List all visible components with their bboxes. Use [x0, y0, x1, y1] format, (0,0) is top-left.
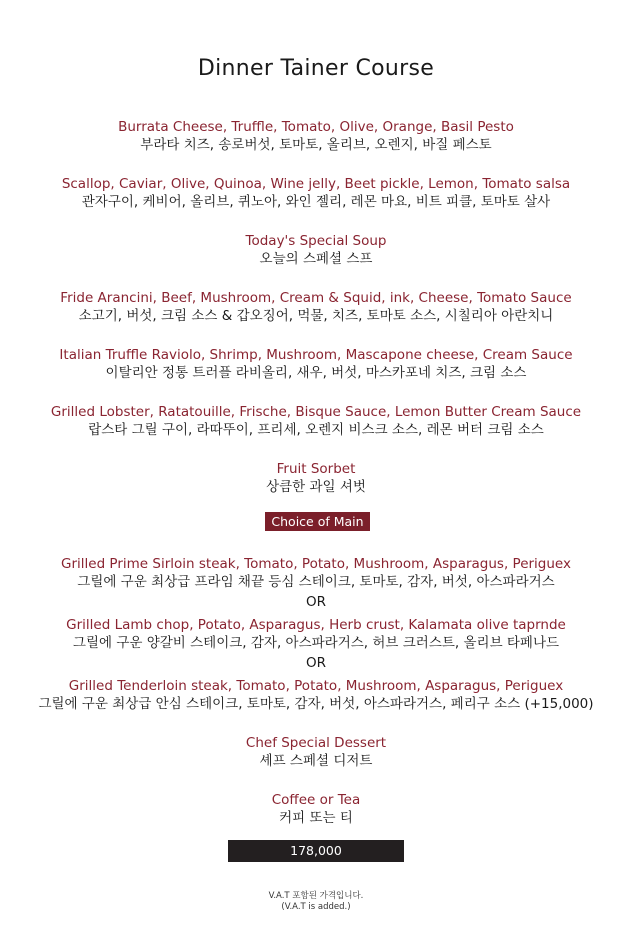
main-name-ko: 그릴에 구운 양갈비 스테이크, 감자, 아스파라거스, 허브 크러스트, 올리브 타페나드: [72, 635, 560, 651]
course-name-ko: 오늘의 스페셜 스프: [259, 251, 373, 267]
course-burrata: [0, 118, 632, 154]
main-name-en: Grilled Prime Sirloin steak, Tomato, Potato, Mushroom, Asparagus, Periguex: [61, 556, 571, 572]
course-name-ko: 이탈리안 정통 트러플 라비올리, 새우, 버섯, 마스카포네 치즈, 크림 소스: [105, 365, 527, 381]
course-sorbet: [0, 460, 632, 496]
main-lamb: [0, 616, 632, 652]
course-name-en: Scallop, Caviar, Olive, Quinoa, Wine jelly, Beet pickle, Lemon, Tomato salsa: [61, 176, 571, 192]
course-name-en: Burrata Cheese, Truffle, Tomato, Olive, Orange, Basil Pesto: [118, 119, 514, 135]
course-name-ko: 부라타 치즈, 송로버섯, 토마토, 올리브, 오렌지, 바질 페스토: [140, 137, 492, 153]
course-name-en: Italian Truffle Raviolo, Shrimp, Mushroom, Mascapone cheese, Cream Sauce: [59, 347, 573, 363]
course-name-en: Fruit Sorbet: [276, 461, 356, 477]
course-name-ko: 관자구이, 케비어, 올리브, 퀴노아, 와인 젤리, 레몬 마요, 비트 피클, 토마토 살사: [81, 194, 551, 210]
main-name-ko: 그릴에 구운 최상급 프라임 채끝 등심 스테이크, 토마토, 감자, 버섯, 아스파라거스: [77, 574, 555, 590]
main-name-ko: 그릴에 구운 최상급 안심 스테이크, 토마토, 감자, 버섯, 아스파라거스, 페리구 소스 (+15,000): [38, 696, 594, 712]
course-name-ko: 소고기, 버섯, 크림 소스 & 갑오징어, 먹물, 치즈, 토마토 소스, 시칠리아 아란치니: [78, 308, 554, 324]
dessert-chef-special: [0, 734, 632, 770]
vat-note-ko: V.A.T 포함된 가격입니다.: [268, 891, 364, 901]
course-name-ko: 상큼한 과일 셔벗: [266, 479, 366, 495]
course-arancini: [0, 289, 632, 325]
vat-note: [0, 891, 632, 913]
dessert-name-en: Chef Special Dessert: [245, 735, 387, 751]
or-separator: OR: [305, 655, 326, 671]
main-name-en: Grilled Tenderloin steak, Tomato, Potato, Mushroom, Asparagus, Periguex: [68, 678, 564, 694]
course-name-en: Today's Special Soup: [245, 233, 387, 249]
main-name-en: Grilled Lamb chop, Potato, Asparagus, Herb crust, Kalamata olive taprnde: [66, 617, 566, 633]
course-lobster: [0, 403, 632, 439]
course-scallop: [0, 175, 632, 211]
course-name-en: Fride Arancini, Beef, Mushroom, Cream & Squid, ink, Cheese, Tomato Sauce: [60, 290, 572, 306]
vat-note-en: (V.A.T is added.): [281, 902, 351, 912]
dessert-name-en: Coffee or Tea: [271, 792, 361, 808]
menu-title: Dinner Tainer Course: [197, 56, 435, 81]
main-tenderloin: [0, 677, 632, 713]
course-name-ko: 랍스타 그릴 구이, 라따뚜이, 프리세, 오렌지 비스크 소스, 레몬 버터 크림 소스: [88, 422, 544, 438]
or-separator: OR: [305, 594, 326, 610]
dessert-name-ko: 커피 또는 티: [279, 810, 353, 826]
course-name-en: Grilled Lobster, Ratatouille, Frische, Bisque Sauce, Lemon Butter Cream Sauce: [50, 404, 582, 420]
main-sirloin: [0, 555, 632, 591]
dessert-coffee-tea: [0, 791, 632, 827]
price-badge: 178,000: [228, 840, 404, 862]
course-soup: [0, 232, 632, 268]
dessert-name-ko: 셰프 스페셜 디저트: [259, 753, 373, 769]
choice-of-main-badge: Choice of Main: [265, 512, 370, 531]
course-raviolo: [0, 346, 632, 382]
